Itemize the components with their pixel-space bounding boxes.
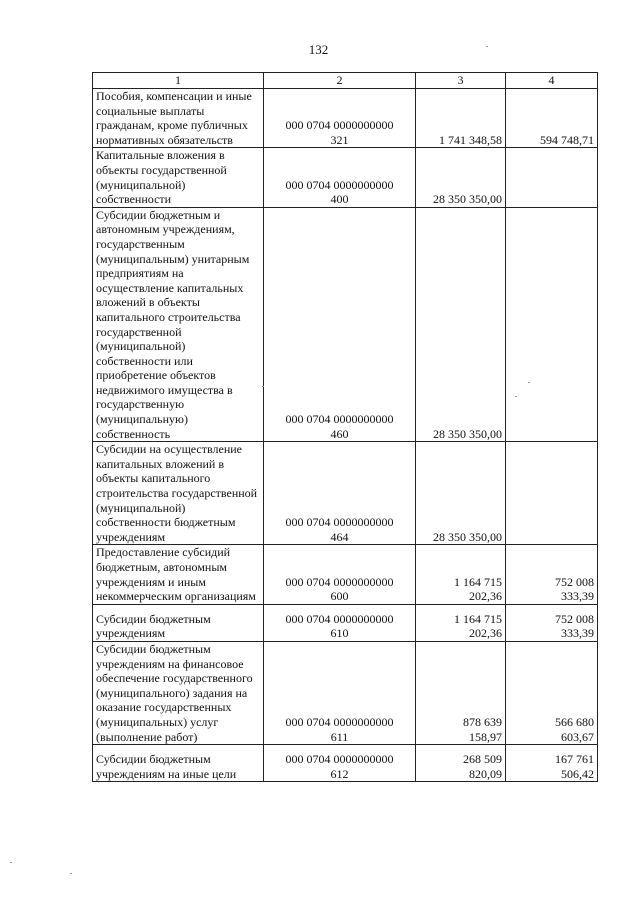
table-row	[93, 745, 598, 782]
col3-line-1: 1 164 715	[454, 611, 502, 626]
row-name: Субсидии бюджетным учреждениям на финансовое обеспечение государственного (муниципального) задания на оказание государственных (муниципальных) услуг (выполнение работ)	[93, 641, 264, 744]
col4-line-1: 566 680	[555, 714, 594, 729]
code-line-2: 400	[330, 192, 349, 207]
page-number: 132	[308, 42, 329, 57]
code-line-1: 000 0704 0000000000	[285, 574, 394, 589]
table-row	[93, 641, 598, 744]
col3-line-1: 878 639	[463, 714, 502, 729]
row-col3	[416, 745, 506, 782]
column-header-1: 1	[93, 73, 264, 89]
code-line-2: 464	[330, 529, 349, 544]
code-line-1: 000 0704 0000000000	[285, 515, 394, 530]
code-line-2: 611	[330, 729, 349, 744]
scan-speck	[70, 873, 72, 874]
column-header-3: 3	[416, 73, 506, 89]
table-header-row	[93, 73, 598, 89]
scan-speck	[10, 862, 12, 863]
row-col4	[506, 641, 598, 744]
code-line-2: 610	[330, 626, 349, 641]
row-col4	[506, 604, 598, 641]
row-name: Субсидии бюджетным и автономным учреждениям, государственным (муниципальным) унитарным предприятиям на осуществление капитальных вложений в объекты капитального строительства государственной (муниципальной) собственности или приобретение объектов недвижимого имущества в государственную (муниципальную) собственность	[93, 207, 264, 442]
scan-speck	[486, 46, 488, 47]
col4-line-2: 506,42	[561, 766, 594, 781]
row-col3: 28 350 350,00	[416, 148, 506, 207]
table-row	[93, 442, 598, 545]
code-line-1: 000 0704 0000000000	[285, 752, 394, 767]
code-line-2: 600	[330, 589, 349, 604]
budget-table	[92, 72, 598, 782]
row-name: Субсидии бюджетным учреждениям	[93, 604, 264, 641]
row-col4	[506, 148, 598, 207]
code-line-1: 000 0704 0000000000	[285, 714, 394, 729]
col4-line-1: 167 761	[555, 752, 594, 767]
row-code	[264, 89, 416, 148]
column-header-4: 4	[506, 73, 598, 89]
table-row	[93, 89, 598, 148]
table-row	[93, 604, 598, 641]
row-name: Капитальные вложения в объекты государственной (муниципальной) собственности	[93, 148, 264, 207]
col3-line-2: 820,09	[469, 766, 502, 781]
row-code	[264, 442, 416, 545]
code-line-1: 000 0704 0000000000	[285, 412, 394, 427]
col4-line-2: 333,39	[561, 626, 594, 641]
row-name: Субсидии бюджетным учреждениям на иные цели	[93, 745, 264, 782]
row-col4	[506, 545, 598, 604]
scan-speck	[515, 396, 517, 397]
row-name: Субсидии на осуществление капитальных вложений в объекты капитального строительства государственной (муниципальной) собственности бюджетным учреждениям	[93, 442, 264, 545]
row-col3	[416, 545, 506, 604]
scan-speck	[262, 386, 264, 387]
row-col3	[416, 641, 506, 744]
row-col4	[506, 745, 598, 782]
row-code	[264, 545, 416, 604]
table-row	[93, 148, 598, 207]
code-line-1: 000 0704 0000000000	[285, 118, 394, 133]
code-line-2: 321	[330, 132, 349, 147]
scan-speck	[528, 382, 530, 383]
col3-line-2: 202,36	[469, 626, 502, 641]
col3-line-1: 268 509	[463, 752, 502, 767]
row-col4: 594 748,71	[506, 89, 598, 148]
col4-line-1: 752 008	[555, 611, 594, 626]
row-code	[264, 745, 416, 782]
row-code	[264, 641, 416, 744]
row-col3: 28 350 350,00	[416, 442, 506, 545]
row-col3: 1 741 348,58	[416, 89, 506, 148]
column-header-2: 2	[264, 73, 416, 89]
row-code	[264, 604, 416, 641]
code-line-2: 460	[330, 426, 349, 441]
row-col4	[506, 442, 598, 545]
col4-line-1: 752 008	[555, 574, 594, 589]
col3-line-2: 202,36	[469, 589, 502, 604]
col3-line-2: 158,97	[469, 729, 502, 744]
row-col3: 28 350 350,00	[416, 207, 506, 442]
row-code	[264, 207, 416, 442]
col3-line-1: 1 164 715	[454, 574, 502, 589]
code-line-1: 000 0704 0000000000	[285, 177, 394, 192]
table-row	[93, 207, 598, 442]
table-row	[93, 545, 598, 604]
row-name: Предоставление субсидий бюджетным, автономным учреждениям и иным некоммерческим организациям	[93, 545, 264, 604]
row-code	[264, 148, 416, 207]
row-col3	[416, 604, 506, 641]
col4-line-2: 333,39	[561, 589, 594, 604]
row-col4	[506, 207, 598, 442]
code-line-1: 000 0704 0000000000	[285, 611, 394, 626]
row-name: Пособия, компенсации и иные социальные выплаты гражданам, кроме публичных нормативных обязательств	[93, 89, 264, 148]
code-line-2: 612	[330, 766, 349, 781]
col4-line-2: 603,67	[561, 729, 594, 744]
